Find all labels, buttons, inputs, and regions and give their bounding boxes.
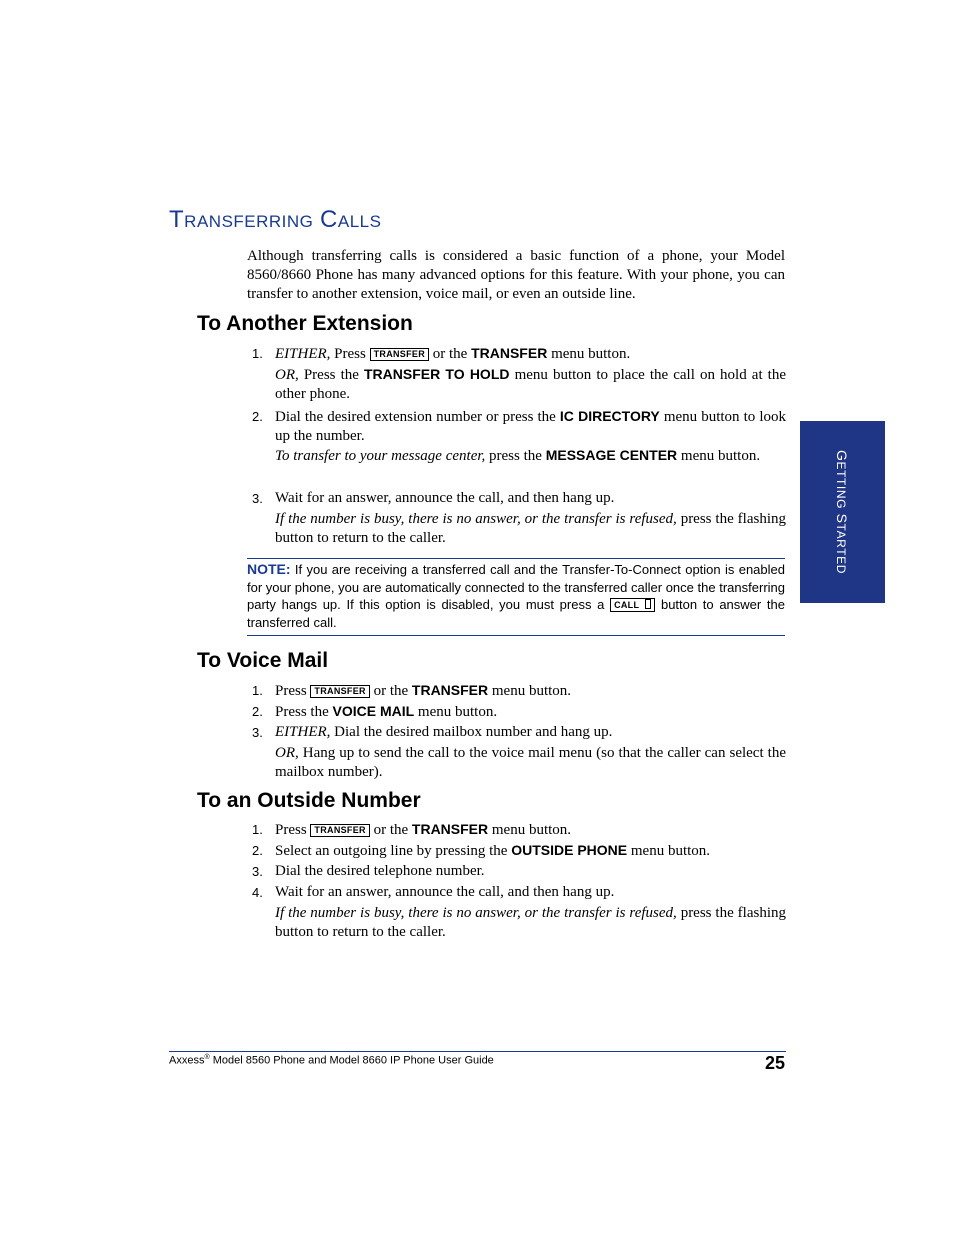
transfer-key-icon: TRANSFER — [370, 348, 429, 361]
chapter-title: TRANSFERRING CALLS — [169, 206, 382, 233]
list-item: 1. EITHER, Press TRANSFER or the TRANSFER menu button. — [252, 345, 631, 362]
chapter-side-tab — [800, 421, 885, 603]
intro-paragraph: Although transferring calls is considered a basic function of a phone, your Model 8560/8660 Phone has many advanced options for this feature. With your phone, you can transfer to another extension, voice mail, or even an outside line. — [247, 248, 785, 302]
note-bottom-rule — [247, 635, 785, 636]
list-item-note: To transfer to your message center, press the MESSAGE CENTER menu button. — [275, 447, 761, 464]
list-item-note: If the number is busy, there is no answer, or the transfer is refused, press the flashing button to return to the caller. — [275, 905, 786, 940]
note-box: NOTE: If you are receiving a transferred call and the Transfer-To-Connect option is enabled for your phone, you are automatically connected to the transferred caller once the transferring party hangs up. If this option is disabled, you must press a CALL button to answer the transferred call. — [247, 561, 785, 630]
list-item-note: OR, Press the TRANSFER TO HOLD menu button to place the call on hold at the other phone. — [275, 366, 787, 402]
list-item: 2. Select an outgoing line by pressing the OUTSIDE PHONE menu button. — [252, 842, 711, 859]
section-heading-outside-number: To an Outside Number — [197, 789, 421, 812]
footer-title: Axxess® Model 8560 Phone and Model 8660 IP Phone User Guide — [169, 1054, 494, 1067]
list-item: 1. Press TRANSFER or the TRANSFER menu button. — [252, 821, 572, 838]
list-item: 4. Wait for an answer, announce the call, and then hang up. — [252, 884, 615, 900]
call-key-icon: CALL — [610, 598, 655, 612]
list-item: 1. Press TRANSFER or the TRANSFER menu button. — [252, 682, 572, 699]
section-heading-extension: To Another Extension — [197, 312, 413, 335]
list-item: 3. EITHER, Dial the desired mailbox number and hang up. — [252, 724, 613, 740]
list-item-note: OR, Hang up to send the call to the voice mail menu (so that the caller can select the mailbox number). — [275, 745, 786, 780]
note-top-rule — [247, 558, 785, 559]
call-led-icon — [645, 599, 651, 609]
list-item: 3. Dial the desired telephone number. — [252, 863, 485, 879]
side-tab-label: GETTING STARTED — [834, 449, 850, 575]
list-item: 2. Dial the desired extension number or press the IC DIRECTORY menu button to look up the number. — [252, 408, 786, 444]
list-item: 3. Wait for an answer, announce the call, and then hang up. — [252, 490, 615, 506]
list-item: 2. Press the VOICE MAIL menu button. — [252, 703, 498, 720]
transfer-key-icon: TRANSFER — [310, 685, 369, 698]
page-number: 25 — [764, 1053, 785, 1073]
section-heading-voice-mail: To Voice Mail — [197, 649, 329, 672]
list-item-note: If the number is busy, there is no answer, or the transfer is refused, press the flashing button to return to the caller. — [275, 511, 786, 546]
transfer-key-icon: TRANSFER — [310, 824, 369, 837]
footer-rule — [169, 1051, 786, 1052]
